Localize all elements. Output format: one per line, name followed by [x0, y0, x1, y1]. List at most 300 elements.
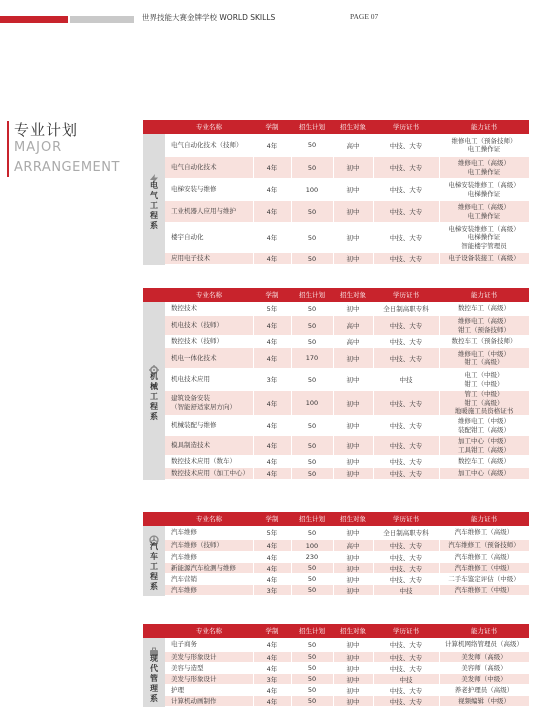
table-row — [165, 574, 529, 585]
cell-edu: 中技、大专 — [389, 575, 423, 584]
column-divider — [333, 348, 334, 368]
column-divider — [439, 456, 440, 467]
cell-major — [165, 134, 253, 156]
cell-line: 模具制造技术 — [171, 441, 210, 449]
cell-major — [165, 223, 253, 252]
cell-cert — [439, 468, 529, 479]
column-divider — [253, 436, 254, 455]
cell-target: 初中 — [346, 458, 360, 466]
column-divider — [373, 468, 374, 479]
cell-line: 加工中心（中级） — [458, 437, 510, 445]
column-divider — [291, 179, 292, 200]
column-header: 招生计划 — [299, 291, 325, 299]
cell-line: 装配钳工（高级） — [458, 425, 510, 434]
cell-target: 初中 — [346, 354, 360, 363]
cell-target: 初中 — [346, 422, 360, 430]
category-sidebar — [143, 638, 165, 707]
table-header — [143, 624, 529, 638]
cell-line: 电工操作证 — [467, 167, 501, 176]
column-divider — [253, 585, 254, 595]
cell-line: 数控技术应用（加工中心） — [171, 469, 249, 477]
column-divider — [291, 563, 292, 573]
column-divider — [333, 638, 334, 651]
cell-line: 数控技术 — [171, 304, 197, 312]
cell-line: 二手车鉴定评估（中级） — [448, 574, 520, 583]
cell-major — [165, 253, 253, 264]
cell-plan: 50 — [307, 441, 317, 450]
cell-cert — [439, 253, 529, 264]
category-sidebar — [143, 302, 165, 480]
column-divider — [291, 316, 292, 335]
column-divider — [439, 157, 440, 178]
column-divider — [439, 302, 440, 315]
column-divider — [439, 253, 440, 264]
cell-line: 电气自动化技术 — [171, 163, 217, 171]
cell-plan: 50 — [307, 337, 317, 346]
column-divider — [253, 348, 254, 368]
cell-plan: 230 — [305, 553, 319, 561]
column-divider — [373, 179, 374, 200]
column-divider — [439, 336, 440, 347]
cell-cert — [439, 391, 529, 415]
cell-major — [165, 302, 253, 315]
table-row — [165, 663, 529, 674]
column-divider — [253, 316, 254, 335]
cell-line: 汽车维修工（高级） — [454, 528, 514, 537]
cell-line: 维修电工（中级） — [458, 417, 510, 425]
cell-line: 维修电工（中级） — [458, 349, 510, 358]
column-divider — [333, 201, 334, 222]
cell-line: 数控车工（预备技师） — [451, 337, 517, 346]
cell-target: 高中 — [346, 338, 360, 346]
cell-cert — [439, 179, 529, 200]
column-divider — [439, 652, 440, 662]
cell-edu: 中技、大专 — [389, 255, 423, 263]
cell-major — [165, 585, 253, 595]
column-divider — [291, 674, 292, 684]
table-row — [165, 348, 529, 369]
column-header: 专业名称 — [196, 627, 222, 635]
cell-years: 4年 — [266, 664, 278, 673]
cell-major — [165, 468, 253, 479]
column-divider — [439, 663, 440, 673]
cell-edu: 中技、大专 — [389, 686, 423, 695]
section-table — [143, 288, 529, 480]
cell-target: 初中 — [346, 553, 360, 562]
column-divider — [253, 685, 254, 695]
column-divider — [291, 336, 292, 347]
column-divider — [373, 663, 374, 673]
column-header: 能力证书 — [471, 627, 497, 635]
column-divider — [373, 201, 374, 222]
column-divider — [333, 336, 334, 347]
cell-cert — [439, 223, 529, 252]
cell-plan: 50 — [307, 254, 317, 263]
cell-cert — [439, 336, 529, 347]
column-divider — [373, 369, 374, 390]
column-divider — [333, 157, 334, 178]
table-row — [165, 316, 529, 336]
cell-years: 4年 — [266, 186, 278, 194]
cell-years: 4年 — [266, 399, 278, 408]
header-bar-red — [0, 16, 68, 23]
cell-major — [165, 179, 253, 200]
column-header: 学制 — [265, 515, 279, 523]
column-divider — [373, 134, 374, 156]
column-divider — [291, 663, 292, 673]
lightning-icon — [149, 169, 159, 179]
cell-line: 美发师（高级） — [461, 652, 507, 661]
column-divider — [373, 574, 374, 584]
cell-line: 数控技术应用（数车） — [171, 457, 236, 465]
column-header: 招生对象 — [340, 291, 366, 299]
side-title-cn: 专业计划 — [14, 121, 79, 139]
table-row — [165, 416, 529, 436]
cell-plan: 50 — [307, 697, 317, 705]
cell-line: 电梯安装维修工（高级） — [448, 224, 520, 233]
cell-major — [165, 638, 253, 651]
column-divider — [439, 685, 440, 695]
cell-line: 电梯安装维修工（高级） — [448, 181, 520, 189]
column-divider — [253, 179, 254, 200]
cell-edu: 中技、大专 — [389, 653, 423, 662]
cell-target: 初中 — [346, 442, 360, 450]
column-divider — [253, 468, 254, 479]
cell-years: 4年 — [266, 686, 278, 695]
column-divider — [333, 302, 334, 315]
table-row — [165, 391, 529, 416]
cell-line: 数控车工（高级） — [458, 457, 510, 466]
table-row — [165, 179, 529, 201]
column-divider — [253, 302, 254, 315]
column-divider — [253, 223, 254, 252]
cell-line: 计算机动画制作 — [171, 696, 217, 705]
cell-edu: 中技、大专 — [389, 422, 423, 430]
cell-line: 汽车维修工（预备技师） — [448, 541, 520, 550]
cell-line: 视频编辑（中级） — [458, 696, 510, 705]
cell-line: 汽车维修 — [171, 552, 197, 561]
column-divider — [253, 456, 254, 467]
cell-years: 4年 — [266, 564, 278, 573]
cell-cert — [439, 436, 529, 455]
table-row — [165, 456, 529, 468]
cell-line: 钳工（高级） — [464, 398, 504, 407]
column-divider — [291, 574, 292, 584]
table-row — [165, 674, 529, 685]
cell-years: 4年 — [266, 354, 278, 363]
column-divider — [291, 348, 292, 368]
cell-edu: 中技、大专 — [389, 354, 423, 363]
column-divider — [439, 134, 440, 156]
table-header — [143, 512, 529, 526]
table-row — [165, 134, 529, 157]
cell-edu: 全日制高职专科 — [383, 305, 429, 313]
table-row — [165, 253, 529, 265]
column-divider — [333, 540, 334, 551]
category-label: 现 代 管 理 系 — [150, 653, 158, 703]
column-divider — [253, 391, 254, 415]
column-header: 招生对象 — [340, 515, 366, 523]
column-divider — [439, 223, 440, 252]
cell-major — [165, 652, 253, 662]
table-row — [165, 585, 529, 596]
column-divider — [373, 456, 374, 467]
column-divider — [439, 468, 440, 479]
cell-line: 智能楼宇管理员 — [461, 241, 507, 250]
cell-target: 初中 — [346, 686, 360, 695]
category-label: 电 气 工 程 系 — [150, 180, 158, 230]
cell-cert — [439, 201, 529, 222]
table-row — [165, 540, 529, 552]
column-divider — [373, 552, 374, 562]
column-divider — [291, 369, 292, 390]
cell-years: 4年 — [266, 542, 278, 550]
cell-years: 4年 — [266, 422, 278, 430]
table-row — [165, 563, 529, 574]
cell-target: 初中 — [346, 234, 360, 242]
cell-major — [165, 540, 253, 551]
column-divider — [253, 540, 254, 551]
column-divider — [373, 336, 374, 347]
gear-icon — [149, 360, 159, 370]
cell-line: 钳工（中级） — [464, 379, 504, 388]
column-divider — [291, 456, 292, 467]
column-divider — [373, 540, 374, 551]
column-header: 学制 — [265, 627, 279, 635]
column-divider — [373, 696, 374, 706]
column-divider — [291, 685, 292, 695]
column-divider — [373, 685, 374, 695]
cell-cert — [439, 552, 529, 562]
column-divider — [253, 674, 254, 684]
cell-plan: 50 — [307, 564, 317, 572]
cell-line: 护理 — [171, 685, 184, 694]
cell-line: 电梯操作证 — [467, 189, 501, 198]
side-title-en-2: ARRANGEMENT — [14, 160, 120, 175]
column-divider — [291, 585, 292, 595]
column-divider — [253, 157, 254, 178]
column-header: 学历证书 — [393, 515, 419, 523]
cell-line: 维修电工（高级） — [458, 159, 510, 167]
cell-years: 4年 — [266, 338, 278, 346]
cell-plan: 50 — [307, 653, 317, 661]
cell-cert — [439, 652, 529, 662]
cell-years: 4年 — [266, 164, 278, 172]
cell-major — [165, 391, 253, 415]
header-title: 世界技能大赛金牌学校 WORLD SKILLS — [142, 13, 276, 22]
cell-line: 电工操作证 — [467, 145, 501, 153]
cell-target: 初中 — [346, 529, 360, 537]
table-header — [143, 120, 529, 134]
column-header: 招生计划 — [299, 123, 325, 131]
steering-wheel-icon — [149, 530, 159, 540]
column-divider — [333, 253, 334, 264]
cell-line: 钳工（预备技师） — [458, 325, 510, 334]
table-row — [165, 302, 529, 316]
cell-major — [165, 685, 253, 695]
column-divider — [291, 201, 292, 222]
cell-line: 美发与形象设计 — [171, 652, 217, 661]
cell-cert — [439, 456, 529, 467]
cell-line: 楼宇自动化 — [171, 233, 204, 241]
cell-target: 初中 — [346, 697, 360, 706]
cell-line: 汽车维修工（中级） — [454, 563, 514, 572]
column-divider — [439, 369, 440, 390]
column-divider — [373, 157, 374, 178]
column-divider — [253, 253, 254, 264]
column-divider — [333, 585, 334, 595]
column-divider — [439, 552, 440, 562]
cell-line: 美发师（中级） — [461, 674, 507, 683]
column-divider — [253, 201, 254, 222]
column-divider — [439, 179, 440, 200]
column-divider — [439, 585, 440, 595]
cell-line: 美容与造型 — [171, 663, 204, 672]
column-divider — [373, 526, 374, 539]
cell-edu: 中技、大专 — [389, 641, 423, 649]
cell-line: 机电技术应用 — [171, 375, 210, 383]
cell-plan: 50 — [307, 421, 317, 430]
column-divider — [373, 674, 374, 684]
cell-plan: 100 — [305, 399, 319, 407]
column-divider — [253, 336, 254, 347]
cell-target: 初中 — [346, 164, 360, 172]
cell-major — [165, 526, 253, 539]
column-divider — [439, 201, 440, 222]
column-header: 能力证书 — [471, 291, 497, 299]
cell-edu: 中技 — [399, 376, 413, 384]
page-number: PAGE 07 — [350, 12, 379, 21]
cell-target: 初中 — [346, 675, 360, 684]
cell-target: 初中 — [346, 586, 360, 595]
section-table — [143, 512, 529, 596]
column-divider — [253, 652, 254, 662]
cell-years: 5年 — [266, 529, 278, 537]
table-header — [143, 288, 529, 302]
cell-edu: 中技、大专 — [389, 322, 423, 330]
cell-line: 计算机网络管理员（高级） — [445, 640, 523, 649]
cell-years: 4年 — [266, 458, 278, 466]
cell-plan: 50 — [307, 375, 317, 384]
cell-major — [165, 369, 253, 390]
table-row — [165, 552, 529, 563]
cell-years: 4年 — [266, 653, 278, 662]
column-header: 学历证书 — [393, 123, 419, 131]
column-divider — [333, 526, 334, 539]
column-divider — [333, 696, 334, 706]
cell-major — [165, 663, 253, 673]
cell-line: 工具钳工（高级） — [458, 445, 510, 454]
cell-target: 初中 — [346, 664, 360, 673]
cell-cert — [439, 348, 529, 368]
cell-major — [165, 348, 253, 368]
cell-plan: 50 — [307, 575, 317, 583]
column-divider — [253, 369, 254, 390]
cell-cert — [439, 134, 529, 156]
column-divider — [253, 574, 254, 584]
cell-line: 工业机器人应用与维护 — [171, 207, 236, 215]
column-divider — [333, 416, 334, 435]
column-divider — [291, 652, 292, 662]
cell-target: 初中 — [346, 305, 360, 313]
cell-edu: 中技、大专 — [389, 186, 423, 194]
column-divider — [439, 526, 440, 539]
column-divider — [333, 563, 334, 573]
cell-edu: 中技、大专 — [389, 664, 423, 673]
column-divider — [253, 696, 254, 706]
cell-edu: 中技、大专 — [389, 470, 423, 478]
table-row — [165, 157, 529, 179]
column-divider — [333, 674, 334, 684]
cell-line: 机电技术（技师） — [171, 321, 223, 329]
column-divider — [291, 391, 292, 415]
column-divider — [333, 468, 334, 479]
column-divider — [333, 179, 334, 200]
cell-edu: 中技、大专 — [389, 542, 423, 550]
table-row — [165, 638, 529, 652]
cell-plan: 100 — [305, 185, 319, 194]
column-divider — [439, 563, 440, 573]
column-divider — [439, 696, 440, 706]
cell-major — [165, 456, 253, 467]
cell-plan: 50 — [307, 233, 317, 242]
cell-line: 电工（中级） — [464, 371, 504, 379]
cell-years: 4年 — [266, 553, 278, 562]
column-divider — [291, 540, 292, 551]
cell-line: 电气自动化技术（技师） — [171, 140, 243, 149]
cell-years: 4年 — [266, 208, 278, 216]
column-divider — [291, 696, 292, 706]
cell-line: 应用电子技术 — [171, 254, 210, 262]
column-divider — [439, 674, 440, 684]
cell-line: 维修电工（高级） — [458, 203, 510, 211]
table-row — [165, 201, 529, 223]
cell-line: 电工操作证 — [467, 211, 501, 220]
cell-edu: 中技、大专 — [389, 208, 423, 216]
cell-years: 4年 — [266, 255, 278, 263]
column-divider — [373, 585, 374, 595]
column-divider — [439, 436, 440, 455]
column-divider — [439, 574, 440, 584]
column-divider — [373, 348, 374, 368]
cell-cert — [439, 585, 529, 595]
cell-line: 建筑设备安装 — [171, 394, 210, 402]
cell-target: 初中 — [346, 653, 360, 662]
cell-line: 管工（中级） — [464, 390, 504, 399]
column-divider — [333, 652, 334, 662]
cell-line: 养老护理员（高级） — [454, 685, 514, 694]
cell-edu: 中技、大专 — [389, 164, 423, 172]
cell-major — [165, 696, 253, 706]
cell-major — [165, 201, 253, 222]
column-divider — [373, 436, 374, 455]
cell-cert — [439, 540, 529, 551]
column-header: 招生对象 — [340, 123, 366, 131]
cell-edu: 中技、大专 — [389, 564, 423, 573]
column-divider — [253, 638, 254, 651]
column-divider — [333, 685, 334, 695]
cell-major — [165, 416, 253, 435]
cell-line: 加工中心（高级） — [458, 469, 510, 478]
column-divider — [291, 223, 292, 252]
column-divider — [291, 638, 292, 651]
column-divider — [333, 134, 334, 156]
column-divider — [333, 316, 334, 335]
cell-line: 电梯安装与维修 — [171, 185, 217, 193]
cell-target: 初中 — [346, 208, 360, 216]
column-header: 学历证书 — [393, 291, 419, 299]
column-divider — [291, 416, 292, 435]
